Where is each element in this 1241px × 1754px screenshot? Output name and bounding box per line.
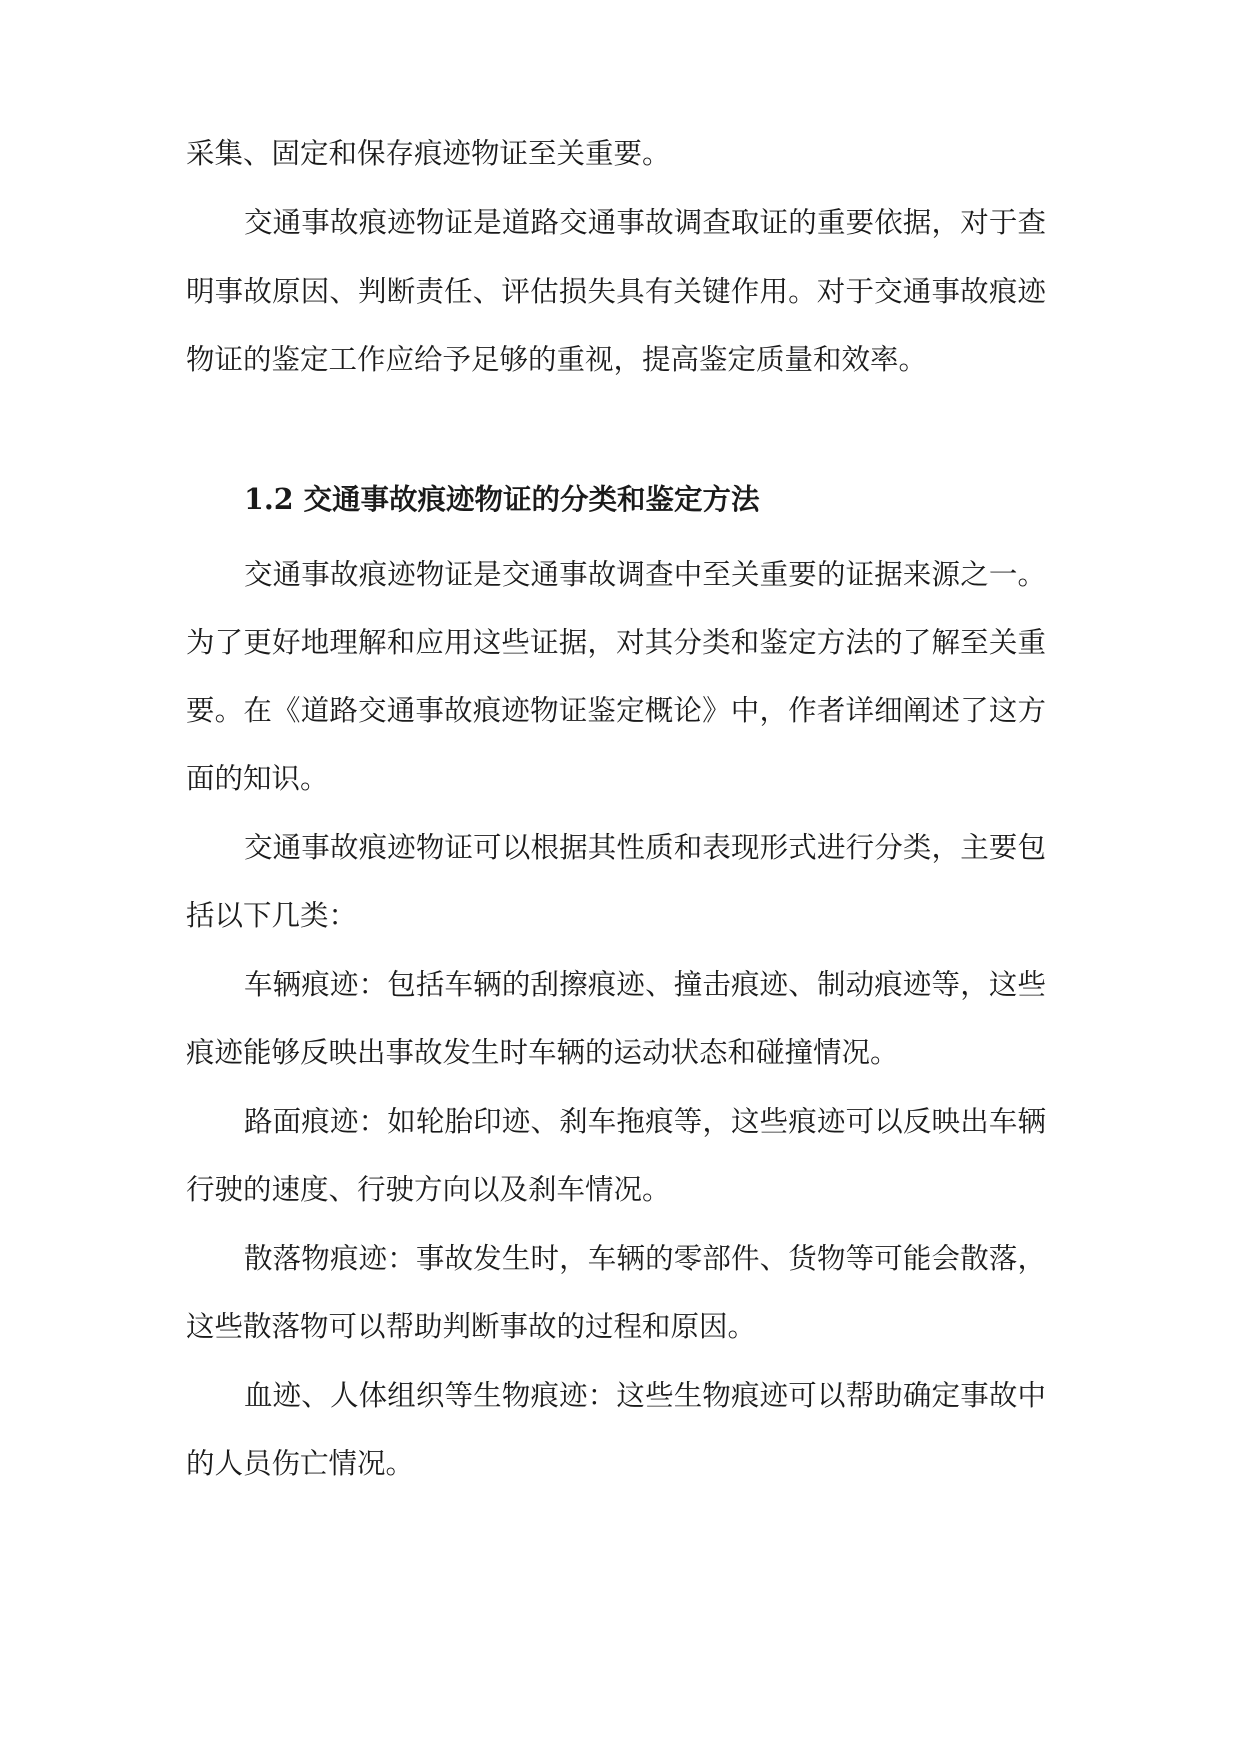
text-line: 车辆痕迹：包括车辆的刮擦痕迹、撞击痕迹、制动痕迹等，这些	[244, 968, 1046, 1001]
text-line: 为了更好地理解和应用这些证据，对其分类和鉴定方法的了解至关重	[186, 626, 1046, 659]
text-line: 采集、固定和保存痕迹物证至关重要。	[186, 137, 671, 170]
text-line: 物证的鉴定工作应给予足够的重视，提高鉴定质量和效率。	[186, 343, 928, 376]
text-line: 面的知识。	[186, 762, 329, 795]
section-heading: 1.2 交通事故痕迹物证的分类和鉴定方法	[244, 482, 760, 516]
text-line: 散落物痕迹：事故发生时，车辆的零部件、货物等可能会散落，	[244, 1242, 1046, 1275]
text-line: 路面痕迹：如轮胎印迹、刹车拖痕等，这些痕迹可以反映出车辆	[244, 1105, 1046, 1138]
text-line: 交通事故痕迹物证是交通事故调查中至关重要的证据来源之一。	[244, 558, 1046, 591]
text-line: 的人员伤亡情况。	[186, 1447, 415, 1480]
text-line: 括以下几类：	[186, 899, 358, 932]
text-line: 交通事故痕迹物证可以根据其性质和表现形式进行分类，主要包	[244, 831, 1046, 864]
text-line: 血迹、人体组织等生物痕迹：这些生物痕迹可以帮助确定事故中	[244, 1379, 1046, 1412]
text-line: 这些散落物可以帮助判断事故的过程和原因。	[186, 1310, 757, 1343]
text-line: 明事故原因、判断责任、评估损失具有关键作用。对于交通事故痕迹	[186, 275, 1046, 308]
text-line: 交通事故痕迹物证是道路交通事故调查取证的重要依据，对于查	[244, 206, 1046, 239]
text-line: 行驶的速度、行驶方向以及刹车情况。	[186, 1173, 671, 1206]
text-line: 要。在《道路交通事故痕迹物证鉴定概论》中，作者详细阐述了这方	[186, 694, 1046, 727]
text-line: 痕迹能够反映出事故发生时车辆的运动状态和碰撞情况。	[186, 1036, 899, 1069]
